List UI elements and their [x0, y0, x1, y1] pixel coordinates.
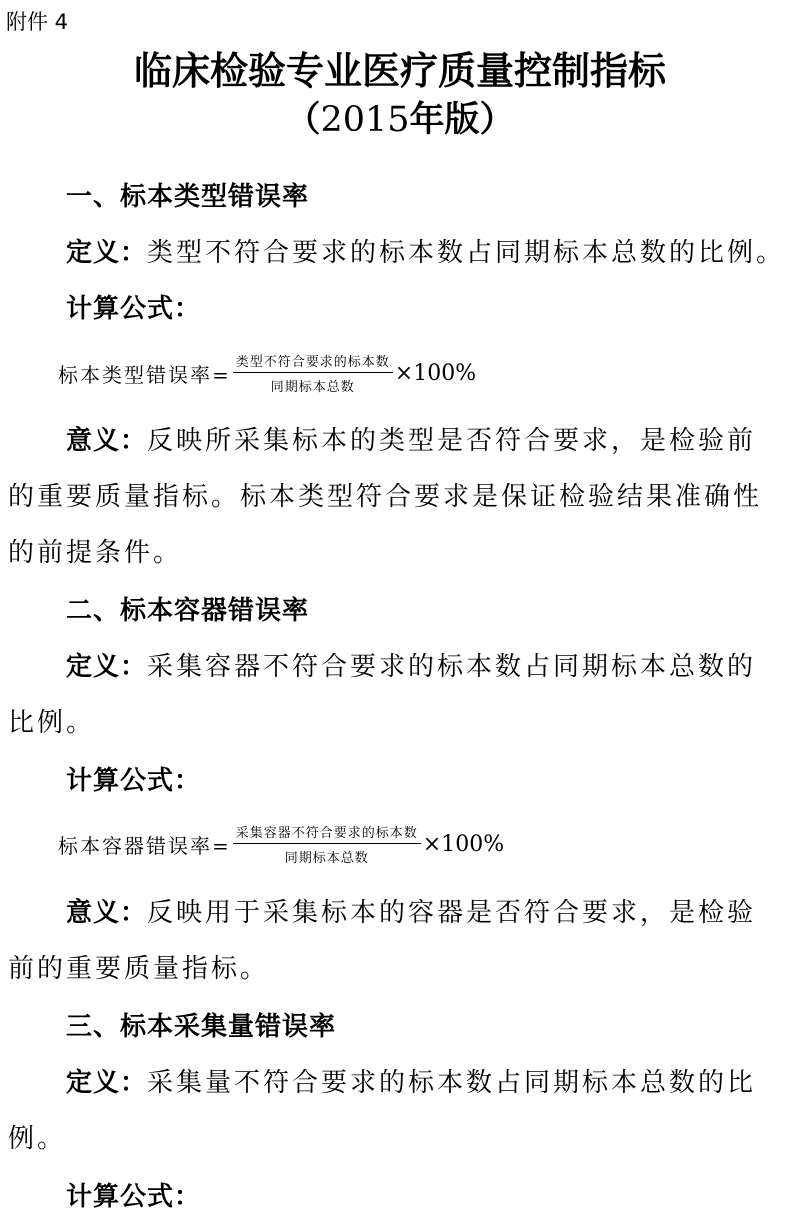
section-2-formula-label	[66, 766, 800, 796]
formula-numerator: 采集容器不符合要求的标本数	[233, 822, 421, 844]
section-1-formula	[58, 351, 476, 395]
definition-text: 采集容器不符合要求的标本数占同期标本总数的	[147, 652, 757, 682]
section-2-meaning-line-1	[66, 898, 800, 928]
meaning-label: 意义：	[66, 898, 148, 928]
meaning-text: 反映所采集标本的类型是否符合要求，是检验前	[147, 426, 757, 456]
definition-text: 类型不符合要求的标本数占同期标本总数的比例。	[147, 238, 786, 268]
section-1-definition	[66, 238, 800, 268]
definition-label: 定义：	[66, 238, 148, 268]
formula-denominator: 同期标本总数	[270, 380, 355, 395]
formula-label: 计算公式：	[66, 766, 202, 796]
subtitle-open-paren: （	[285, 100, 321, 140]
section-2-meaning-line-2: 前的重要质量指标。	[8, 954, 270, 984]
subtitle-year: 2015	[320, 100, 410, 140]
meaning-text: 反映用于采集标本的容器是否符合要求，是检验	[147, 898, 757, 928]
formula-label: 计算公式：	[66, 1182, 202, 1212]
formula-denominator: 同期标本总数	[284, 851, 369, 866]
definition-label: 定义：	[66, 1068, 148, 1098]
section-3-formula-label	[66, 1182, 800, 1212]
section-2-definition-line-2: 比例。	[8, 708, 96, 738]
section-1-formula-label	[66, 294, 800, 324]
attachment-label: 附件 4	[6, 10, 69, 34]
section-2-definition-line-1	[66, 652, 800, 682]
formula-numerator: 类型不符合要求的标本数	[233, 351, 393, 373]
section-1-meaning-line-2: 的重要质量指标。标本类型符合要求是保证检验结果准确性	[8, 482, 763, 512]
formula-label: 计算公式：	[66, 294, 202, 324]
section-3-definition-line-1	[66, 1068, 800, 1098]
formula-multiplier: ×100%	[394, 360, 477, 386]
formula-fraction	[233, 351, 393, 395]
formula-multiplier: ×100%	[422, 831, 505, 857]
section-2-heading: 二、标本容器错误率	[66, 596, 310, 626]
section-3-definition-line-2: 例。	[8, 1124, 67, 1154]
meaning-label: 意义：	[66, 426, 148, 456]
formula-lhs: 标本容器错误率=	[58, 833, 231, 858]
section-3-heading: 三、标本采集量错误率	[66, 1012, 337, 1042]
subtitle-suffix: 年版）	[409, 100, 515, 140]
section-2-formula	[58, 822, 504, 866]
section-1-meaning-line-1	[66, 426, 800, 456]
definition-label: 定义：	[66, 652, 148, 682]
formula-fraction	[233, 822, 421, 866]
formula-lhs: 标本类型错误率=	[58, 362, 231, 387]
document-subtitle	[0, 92, 800, 142]
section-1-heading: 一、标本类型错误率	[66, 182, 310, 212]
document-title: 临床检验专业医疗质量控制指标	[133, 49, 666, 93]
section-1-meaning-line-3: 的前提条件。	[8, 538, 183, 568]
definition-text: 采集量不符合要求的标本数占同期标本总数的比	[147, 1068, 757, 1098]
